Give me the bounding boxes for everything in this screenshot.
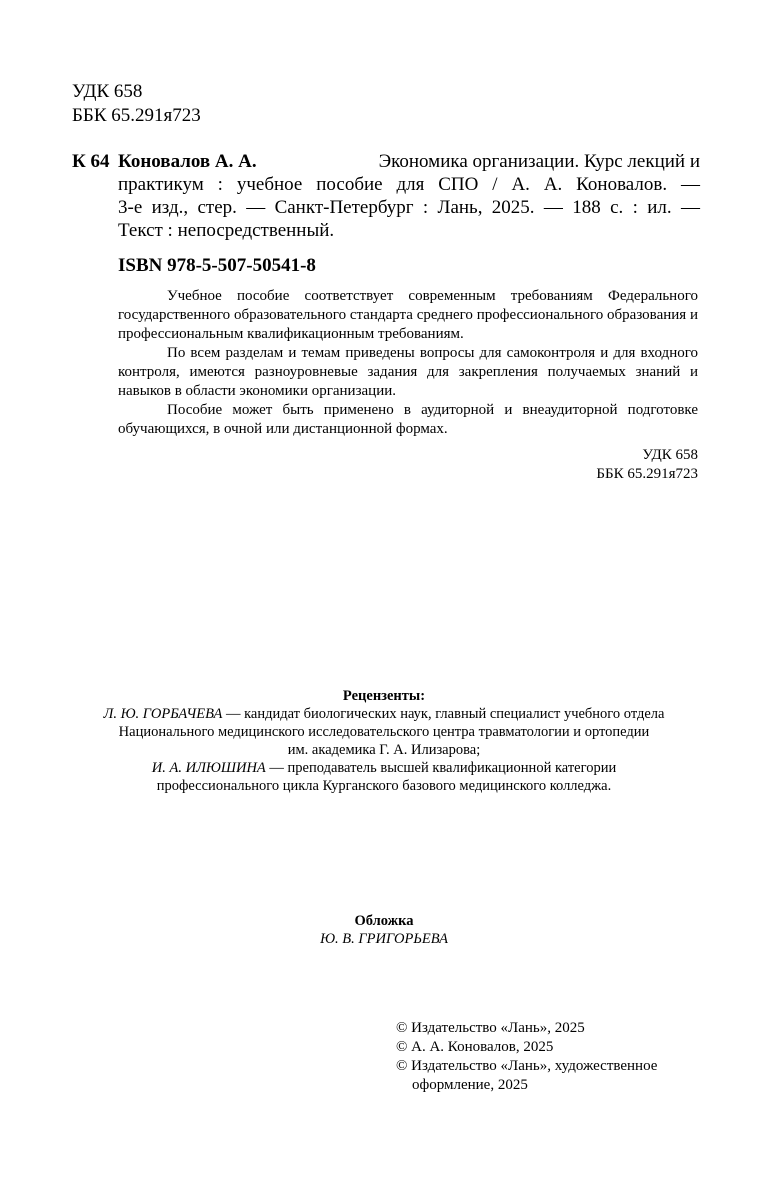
copyright-line: © Издательство «Лань», 2025	[396, 1020, 585, 1036]
bibliographic-description	[118, 150, 700, 242]
udk-code-top: УДК 658	[72, 81, 143, 102]
bbk-code-bottom: ББК 65.291я723	[596, 466, 698, 482]
reviewer-1-line-2: Национального медицинского исследовательского центра травматологии и ортопедии	[118, 724, 650, 740]
author-name: Коновалов А. А.	[118, 151, 257, 172]
bib-line-1	[118, 150, 700, 173]
reviewer-1-name: Л. Ю. ГОРБАЧЕВА	[103, 706, 223, 722]
copyright-block	[396, 1019, 716, 1095]
annotation	[118, 287, 698, 439]
reviewer-2-line-2: профессионального цикла Курганского базового медицинского колледжа.	[156, 778, 612, 794]
reviewer-2-line-1	[60, 759, 708, 777]
copyright-line: © А. А. Коновалов, 2025	[396, 1039, 554, 1055]
cover-designer: Ю. В. ГРИГОРЬЕВА	[320, 931, 448, 947]
bib-line-2: практикум : учебное пособие для СПО / А. А. Коновалов. —	[118, 174, 700, 195]
copyright-line: оформление, 2025	[412, 1077, 528, 1093]
reviewer-1-line-3: им. академика Г. А. Илизарова;	[287, 742, 481, 758]
bbk-code-top: ББК 65.291я723	[72, 105, 201, 126]
annotation-paragraph: По всем разделам и темам приведены вопросы для самоконтроля и для входного контроля, имеются разноуровневые задания для закрепления получаемых знаний и навыков в области экономики организации.	[118, 345, 698, 399]
annotation-paragraph: Учебное пособие соответствует современным требованиям Федерального государственного образовательного стандарта среднего профессионального образования и профессиональным квалификационным требованиям.	[118, 288, 698, 342]
reviewers-heading: Рецензенты:	[342, 688, 426, 704]
reviewer-2-text: — преподаватель высшей квалификационной категории	[265, 760, 617, 776]
cover-credit	[60, 912, 708, 948]
bib-line-4: Текст : непосредственный.	[118, 220, 335, 241]
udk-code-bottom: УДК 658	[642, 447, 698, 463]
bibliographic-record	[72, 150, 700, 242]
reviewers-block	[60, 687, 708, 795]
cover-heading: Обложка	[354, 913, 414, 929]
copyright-line: © Издательство «Лань», художественное	[396, 1058, 658, 1074]
annotation-paragraph: Пособие может быть применено в аудиторной и внеаудиторной подготовке обучающихся, в очной или дистанционной формах.	[118, 402, 698, 437]
isbn: ISBN 978-5-507-50541-8	[118, 255, 316, 276]
reviewer-2-name: И. А. ИЛЮШИНА	[151, 760, 266, 776]
bib-line-3: 3-е изд., стер. — Санкт-Петербург : Лань, 2025. — 188 с. : ил. —	[118, 197, 700, 218]
reviewer-1-text: — кандидат биологических наук, главный специалист учебного отдела	[222, 706, 665, 722]
author-mark: К 64	[72, 151, 110, 172]
reviewer-1-line-1	[60, 705, 708, 723]
bib-title: Экономика организации. Курс лекций и	[378, 151, 700, 172]
